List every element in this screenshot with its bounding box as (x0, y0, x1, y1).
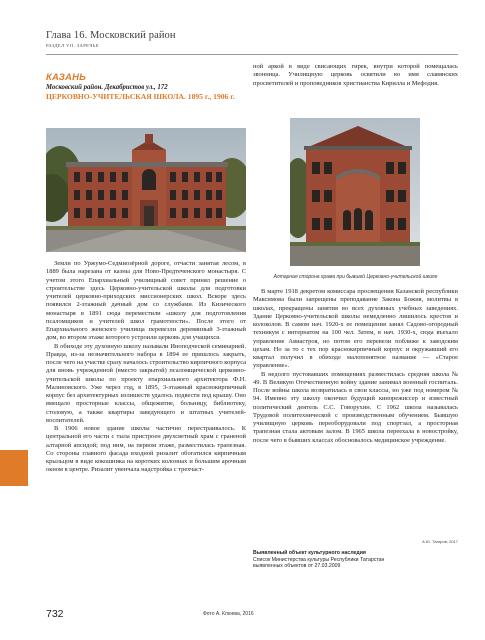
entry-city: КАЗАНЬ (46, 72, 87, 83)
right-column-intro-text (253, 63, 458, 88)
heritage-note (253, 550, 458, 570)
page-number: 732 (46, 608, 64, 620)
heritage-line: Список Министерства культуры Республики Татарстан (253, 556, 385, 563)
apse-photo-caption: Алтарная сторона храма при бывшей Церковно-учительской школе (273, 274, 438, 280)
page-edge-tab (0, 450, 28, 486)
facade-photo (46, 128, 246, 252)
apse-photo-illustration (290, 118, 420, 266)
facade-photo-illustration (46, 128, 246, 252)
right-column-text (253, 288, 458, 445)
left-paragraph: В обиходе эту духовную школу называли Иноподческой семинарией. Правда, из-за незначительного набора в 1894 ее пришлось закрыть, после чего на участке сразу началось строительство кирпичного корпуса для вновь учрежденной (вместо закрытой) псаломщической церковно-учительской школы по проекту епархиального архитектора Ф.Н. Малиновского. Уже через год, в 1895, 3-этажный краснокирпичный корпус без архитектурных излишеств удалось подвести под крышу. Оно вмещало просторные классы, общежитие, больницу, библиотеку, столовую, а также квартиры заведующего и штатных учителей-воспитателей. (46, 342, 246, 424)
page-header (46, 30, 458, 48)
entry-title: ЦЕРКОВНО-УЧИТЕЛЬСКАЯ ШКОЛА. 1895 г., 1906 г. (46, 92, 235, 101)
entry-heading (46, 62, 246, 102)
right-paragraph: В недолго пустовавших помещениях разместилась средняя школа № 49. В Великую Отечественную войну здание занимал военный госпиталь. После войны школа возвратилась в свои классы, но уже под номером № 94. Именно эту школу окончил будущий кинорежиссер и известный политический деятель С.С. Говорухин. С 1962 школа называлась Трудовой политехнической с производственным обучением. Бывшую училищную церковь переоборудовали под спортзал, а просторная трапезная стала актовым залом. В 1965 школа переехала в новостройку, после чего в бывших классах обосновалось медицинское учреждение. (253, 370, 458, 444)
right-paragraph: В марте 1918 декретом комиссара просвещения Казанской республики Максимова были запрещены преподавание Закона Божия, молитвы в школах, прекращены занятия во всех духовных учебных заведениях. Здание Церковно-учительской школы немедленно лишилось крестов и колоколов. В самом нач. 1920-х ее помещения занял Садово-огородный техникум с интернатом на 100 чел. Затем, в нач. 1930-х, сюда въехало управление Авиастроя, но потом его перевели поближе к заводским цехам. Но за то с тех пор краснокирпичный корпус и окружавший его квартал получил в обиходе малопонятное название — «Старое управление». (253, 288, 458, 370)
entry-address: Московский район. Декабристов ул., 172 (46, 84, 168, 91)
photo-credit: Фото А. Клюева, 2016 (203, 611, 254, 617)
author-credit: А.Ю. Тагиров, 2017 (422, 539, 458, 544)
chapter-title: Глава 16. Московский район (46, 30, 176, 41)
left-paragraph: Земли по Уржумо-Седмиозёрной дороге, отчасти занятая лесом, в 1889 была нарезана от казны для Ново-Предтеченского монастыря. С учетом этого Епархиальный училищный совет принял решение о строительстве здесь Церковно-учительской школы для подготовки учителей церковно-приходских миссионерских школ. Вскоре здесь появился 2-этажный дачный дом со службами. Из Кизического монастыря в 1891 сюда переместили «школу для подготовления псаломщиков и учителей школ грамотности». После этого от Епархиального женского училища перевезли деревянный 3-этажный дом, во втором этаже которого устроили церковь для учащихся. (46, 260, 246, 342)
section-title: РАЗДЕЛ VII. ЗАРЕЧЬЕ (46, 43, 100, 48)
heritage-title: Выявленный объект культурного наследия (253, 550, 366, 556)
left-column-text (46, 260, 246, 475)
heritage-line: выявленных объектов от 27.03.2009 (253, 563, 341, 570)
apse-photo (290, 118, 420, 266)
header-divider (46, 54, 458, 55)
left-paragraph: В 1906 новое здание школы частично перестраивалось. К центральной его части с тыла пристроен двухсветный храм с граненой алтарной апсидой; под ним, на первом этаже, разместилась трапезная. Со стороны главного фасада входной ризалит обогатился кирпичным крыльцом в виде кокошника на коротких колоннах и большим арочным окном в центре. Ризалит увенчала надстройка с трехчаст- (46, 425, 246, 474)
right-intro-paragraph: ной аркой в виде свисающих гирек, внутри которой помещалась звонница. Училищную церковь освятили во имя славянских просветителей и проповедников христианства Кирилла и Мефодия. (253, 63, 458, 87)
